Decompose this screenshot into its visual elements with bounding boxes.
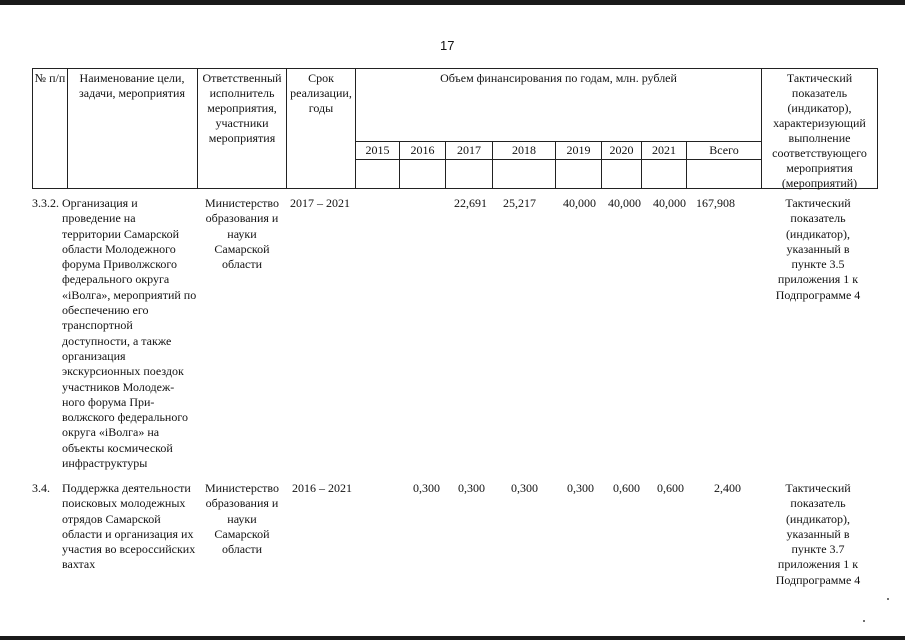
- scan-speck: [887, 598, 889, 600]
- page-number: 17: [440, 38, 455, 53]
- header-col-financing: Объем финансирования по годам, млн. рублей: [440, 71, 677, 85]
- row-value-2021: 0,600: [657, 481, 684, 495]
- header-col-name: Наименование цели, задачи, мероприятия: [79, 71, 185, 100]
- header-top-line: [32, 68, 877, 69]
- year-2018: 2018: [512, 143, 536, 157]
- row-value-2018: 25,217: [503, 196, 536, 210]
- row-value-2020: 40,000: [608, 196, 641, 210]
- row-name: Поддержка деятельности поисковых молодежных отрядов Самарской области и организация их участия во всероссийских вахтах: [62, 481, 196, 572]
- row-value-2021: 40,000: [653, 196, 686, 210]
- row-number: 3.4.: [32, 481, 50, 495]
- year-2017: 2017: [457, 143, 481, 157]
- year-2019: 2019: [566, 143, 591, 157]
- header-col-num: № п/п: [34, 71, 66, 85]
- header-bottom-line: [32, 188, 877, 189]
- row-name: Организация и проведение на территории Самарской области Молодежного форума Приволжского федерального округа «iВолга», мероприятий по обеспечению его транспортной доступности, а также организация экскурсионных поездок участников Молодеж-ного форума При-волжского федерального округа «iВолга» на объекты космической инфраструктуры: [62, 196, 197, 471]
- year-2020: 2020: [609, 143, 634, 157]
- row-value-2016: 0,300: [413, 481, 440, 495]
- row-value-2018: 0,300: [511, 481, 538, 495]
- vline-3: [286, 68, 287, 189]
- row-responsible: Министерство образования и науки Самарской области: [205, 481, 279, 557]
- vline-4: [355, 68, 356, 189]
- year-2021: 2021: [652, 143, 676, 157]
- row-period: 2016 – 2021: [292, 481, 352, 495]
- vline-2: [197, 68, 198, 189]
- row-value-2017: 0,300: [458, 481, 485, 495]
- row-responsible: Министерство образования и науки Самарской области: [205, 196, 279, 272]
- header-col-period: Срок реализации, годы: [290, 71, 352, 115]
- row-indicator: Тактический показатель (индикатор), указанный в пункте 3.7 приложения 1 к Подпрограмме 4: [775, 481, 861, 587]
- row-value-2020: 0,600: [613, 481, 640, 495]
- vline-0: [32, 68, 33, 189]
- vline-5: [761, 68, 762, 189]
- vline-6: [877, 68, 878, 189]
- year-2015: 2015: [365, 143, 390, 157]
- row-indicator: Тактический показатель (индикатор), указанный в пункте 3.5 приложения 1 к Подпрограмме 4: [775, 196, 861, 302]
- row-value-2017: 22,691: [454, 196, 487, 210]
- row-number: 3.3.2.: [32, 196, 59, 210]
- year-2016: 2016: [410, 143, 435, 157]
- vline-1: [67, 68, 68, 189]
- top-scan-border: [0, 0, 905, 5]
- header-col-indicator: Тактический показатель (индикатор), характеризующий выполнение соответствующего мероприятия (мероприятий): [772, 71, 867, 190]
- header-col-responsible: Ответственный исполнитель мероприятия, участники мероприятия: [202, 71, 282, 145]
- years-bottom-line: [355, 159, 761, 160]
- row-value-2019: 0,300: [567, 481, 594, 495]
- bottom-scan-border: [0, 636, 905, 640]
- row-value-total: 2,400: [714, 481, 741, 495]
- row-value-2019: 40,000: [563, 196, 596, 210]
- year-total: Всего: [709, 143, 739, 157]
- row-value-total: 167,908: [696, 196, 735, 210]
- row-period: 2017 – 2021: [290, 196, 350, 210]
- scan-speck: [863, 620, 865, 622]
